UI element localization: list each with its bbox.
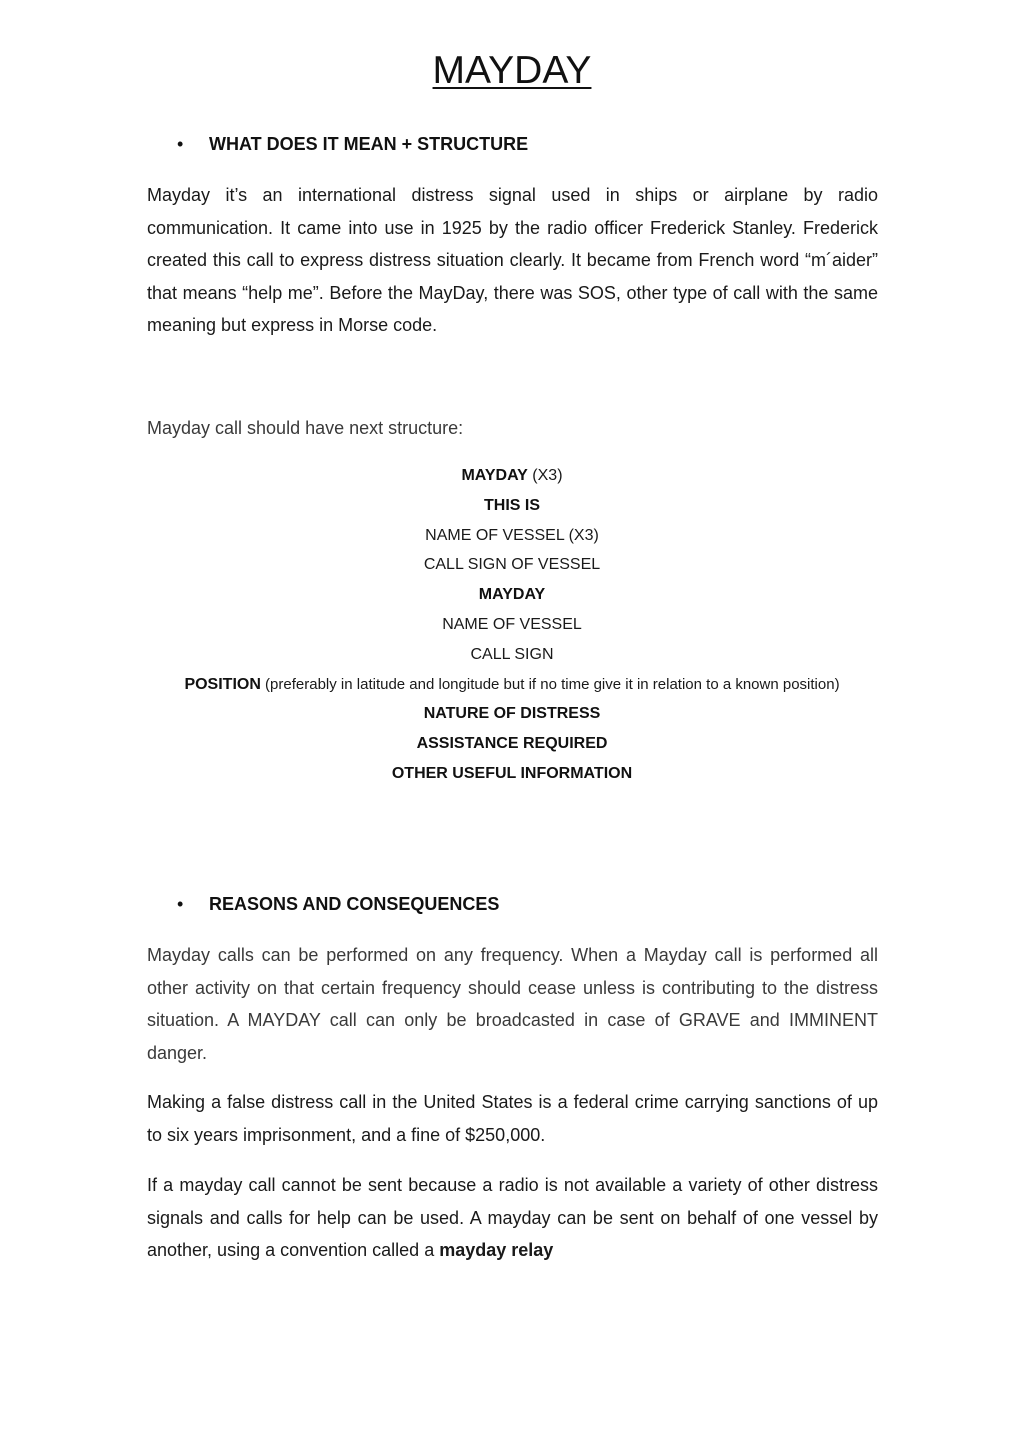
section-heading-reasons: [177, 892, 499, 916]
structure-line-vessel-name: NAME OF VESSEL: [442, 615, 582, 633]
structure-line-call-sign-vessel: CALL SIGN OF VESSEL: [423, 556, 601, 574]
reasons-paragraph-2: Making a false distress call in the United States is a federal crime carrying sanctions of up to six years imprisonment, and a fine of $250,000.: [147, 1092, 878, 1145]
structure-line-position: POSITION (preferably in latitude and longitude but if no time give it in relation to a known position): [184, 675, 840, 693]
structure-line-vessel-name-x3: NAME OF VESSEL (X3): [425, 526, 599, 544]
structure-line-assistance-required: ASSISTANCE REQUIRED: [416, 735, 608, 753]
meaning-paragraph: Mayday it’s an international distress signal used in ships or airplane by radio communication. It came into use in 1925 by the radio officer Frederick Stanley. Frederick created this call to express distress situation clearly. It became from French word “m´aider” that means “help me”. Before the MayDay, there was SOS, other type of call with the same meaning but express in Morse code.: [147, 185, 878, 336]
heading-text: REASONS AND CONSEQUENCES: [209, 894, 500, 914]
section-heading-meaning: [177, 132, 528, 156]
reasons-paragraph-3: If a mayday call cannot be sent because a radio is not available a variety of other distress signals and calls for help can be used. A mayday can be sent on behalf of one vessel by another, using a convention called a mayday relay: [147, 1175, 878, 1261]
structure-intro: Mayday call should have next structure:: [147, 418, 464, 438]
heading-text: WHAT DOES IT MEAN + STRUCTURE: [209, 134, 529, 154]
structure-line-other-info: OTHER USEFUL INFORMATION: [391, 764, 633, 782]
document-title: MAYDAY: [432, 49, 592, 92]
structure-line-this-is: THIS IS: [483, 496, 540, 514]
mayday-call-structure: [160, 461, 864, 789]
reasons-paragraph-1: Mayday calls can be performed on any frequency. When a Mayday call is performed all other activity on that certain frequency should cease unless is contributing to the distress situation. A MAYDAY call can only be broadcasted in case of GRAVE and IMMINENT danger.: [147, 945, 878, 1063]
bullet-icon: •: [177, 894, 184, 914]
structure-line-nature-of-distress: NATURE OF DISTRESS: [423, 705, 601, 723]
structure-line-mayday: MAYDAY: [478, 586, 546, 604]
structure-line-call-sign: CALL SIGN: [470, 645, 554, 663]
structure-line-mayday-x3: MAYDAY (X3): [461, 467, 563, 484]
mayday-relay-term: mayday relay: [439, 1240, 554, 1261]
bullet-icon: •: [177, 134, 184, 154]
